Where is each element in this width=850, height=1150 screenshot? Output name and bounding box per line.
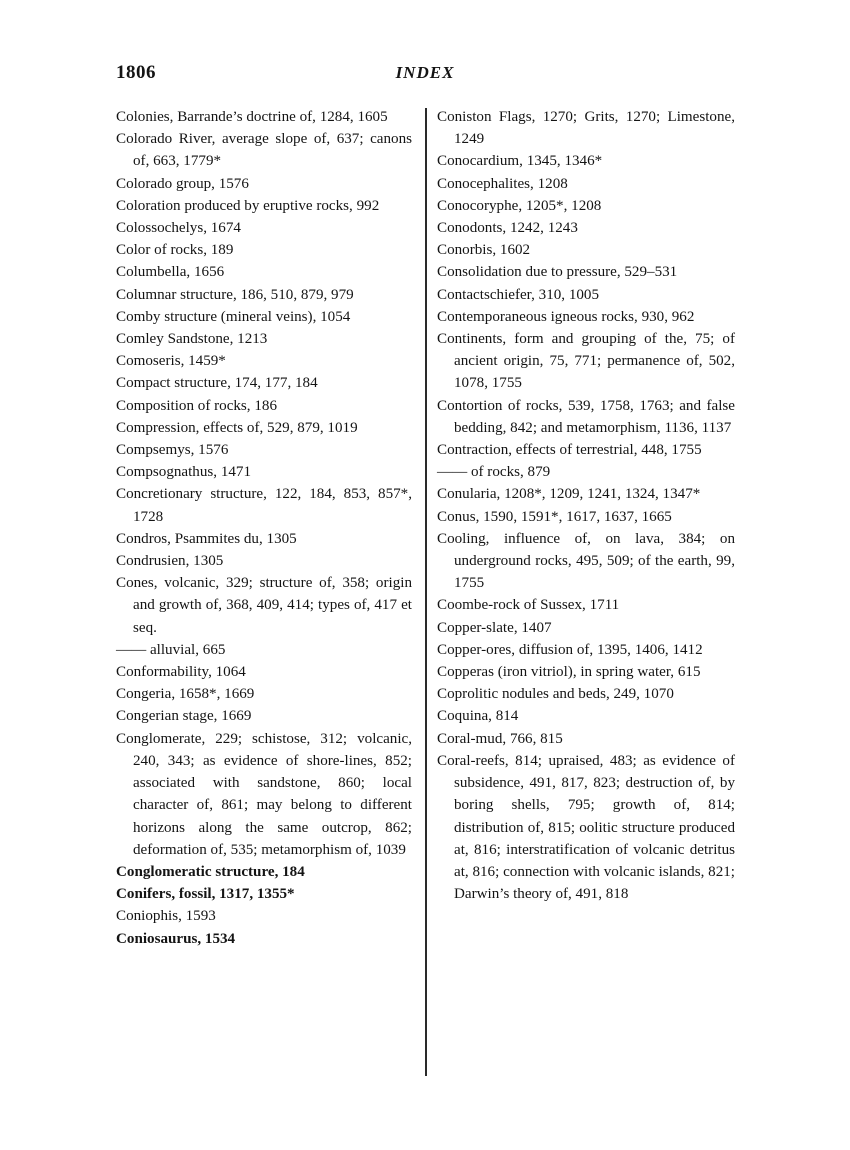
index-entry: Cooling, influence of, on lava, 384; on underground rocks, 495, 509; of the earth, 99, 1755 xyxy=(437,530,735,592)
index-entry: Compsemys, 1576 xyxy=(116,442,229,459)
index-entry: Colonies, Barrande’s doctrine of, 1284, 1605 xyxy=(116,109,388,125)
index-entry: Coprolitic nodules and beds, 249, 1070 xyxy=(437,686,674,703)
index-entry: Contactschiefer, 310, 1005 xyxy=(437,286,600,303)
index-entry: Conus, 1590, 1591*, 1617, 1637, 1665 xyxy=(437,508,672,525)
index-entry: Contraction, effects of terrestrial, 448, 1755 xyxy=(437,442,702,459)
column-divider xyxy=(425,108,427,1076)
index-entry: Coniosaurus, 1534 xyxy=(116,930,236,947)
index-entry: Conodonts, 1242, 1243 xyxy=(437,220,578,237)
index-entry: Compact structure, 174, 177, 184 xyxy=(116,375,318,392)
index-entry: Copperas (iron vitriol), in spring water, 615 xyxy=(437,664,701,681)
page-number: 1806 xyxy=(116,62,156,83)
index-entry: Coloration produced by eruptive rocks, 992 xyxy=(116,197,380,214)
index-entry: Concretionary structure, 122, 184, 853, 857*, 1728 xyxy=(116,486,412,525)
index-entry: Compsognathus, 1471 xyxy=(116,464,252,481)
index-entry: Colorado River, average slope of, 637; canons of, 663, 1779* xyxy=(116,131,412,170)
index-entry: Color of rocks, 189 xyxy=(116,242,234,259)
index-entry: Copper-slate, 1407 xyxy=(437,619,552,636)
index-entry: Conifers, fossil, 1317, 1355* xyxy=(116,886,295,903)
index-entry: —— alluvial, 665 xyxy=(116,641,226,658)
index-entry: Condros, Psammites du, 1305 xyxy=(116,530,297,547)
index-entry: Cones, volcanic, 329; structure of, 358; origin and growth of, 368, 409, 414; types of, 417 et seq. xyxy=(116,575,412,636)
running-title: INDEX xyxy=(395,63,455,82)
index-entry: Congeria, 1658*, 1669 xyxy=(116,686,255,703)
index-entry: Colorado group, 1576 xyxy=(116,175,249,192)
index-entry: Columbella, 1656 xyxy=(116,264,225,281)
index-entry: Conglomerate, 229; schistose, 312; volcanic, 240, 343; as evidence of shore-lines, 852; associated with sandstone, 860; local character of, 861; may belong to different horizons along the same outcrop, 862; deformation of, 535; metamorphism of, 1039 xyxy=(116,730,412,858)
index-column-left xyxy=(116,106,412,950)
index-entry: Continents, form and grouping of the, 75; of ancient origin, 75, 771; permanence of, 502, 1078, 1755 xyxy=(437,331,735,392)
index-column-right xyxy=(437,106,735,905)
index-entry: Columnar structure, 186, 510, 879, 979 xyxy=(116,286,354,303)
index-entry: Coral-reefs, 814; upraised, 483; as evidence of subsidence, 491, 817, 823; destruction of, by boring shells, 795; growth of, 814; distribution of, 815; oolitic structure produced at, 816; interstratification of volcanic detritus at, 816; connection with volcanic islands, 821; Darwin’s theory of, 491, 818 xyxy=(437,752,735,903)
index-entry: Copper-ores, diffusion of, 1395, 1406, 1412 xyxy=(437,641,703,658)
index-entry: Contortion of rocks, 539, 1758, 1763; and false bedding, 842; and metamorphism, 1136, 1137 xyxy=(437,397,735,436)
index-entry: Comley Sandstone, 1213 xyxy=(116,331,268,348)
index-entry: Comoseris, 1459* xyxy=(116,353,226,370)
index-entry: Compression, effects of, 529, 879, 1019 xyxy=(116,419,358,436)
index-entry: Consolidation due to pressure, 529–531 xyxy=(437,264,678,281)
index-entry: Coombe-rock of Sussex, 1711 xyxy=(437,597,620,614)
index-entry: Colossochelys, 1674 xyxy=(116,220,241,237)
index-entry: Comby structure (mineral veins), 1054 xyxy=(116,308,351,325)
index-entry: Congerian stage, 1669 xyxy=(116,708,252,725)
index-entry: Composition of rocks, 186 xyxy=(116,397,277,414)
index-entry: Conularia, 1208*, 1209, 1241, 1324, 1347* xyxy=(437,486,701,503)
index-entry: —— of rocks, 879 xyxy=(437,464,551,481)
index-entry: Coral-mud, 766, 815 xyxy=(437,730,563,747)
index-entry: Conocephalites, 1208 xyxy=(437,175,568,192)
index-entry: Coniston Flags, 1270; Grits, 1270; Limestone, 1249 xyxy=(437,109,735,148)
index-entry: Condrusien, 1305 xyxy=(116,553,224,570)
index-entry: Conorbis, 1602 xyxy=(437,242,531,259)
index-entry: Conformability, 1064 xyxy=(116,664,246,681)
index-entry: Conglomeratic structure, 184 xyxy=(116,863,305,880)
index-entry: Coniophis, 1593 xyxy=(116,908,216,925)
index-entry: Contemporaneous igneous rocks, 930, 962 xyxy=(437,308,695,325)
index-entry: Conocardium, 1345, 1346* xyxy=(437,153,603,170)
index-entry: Coquina, 814 xyxy=(437,708,519,725)
index-entry: Conocoryphe, 1205*, 1208 xyxy=(437,197,602,214)
